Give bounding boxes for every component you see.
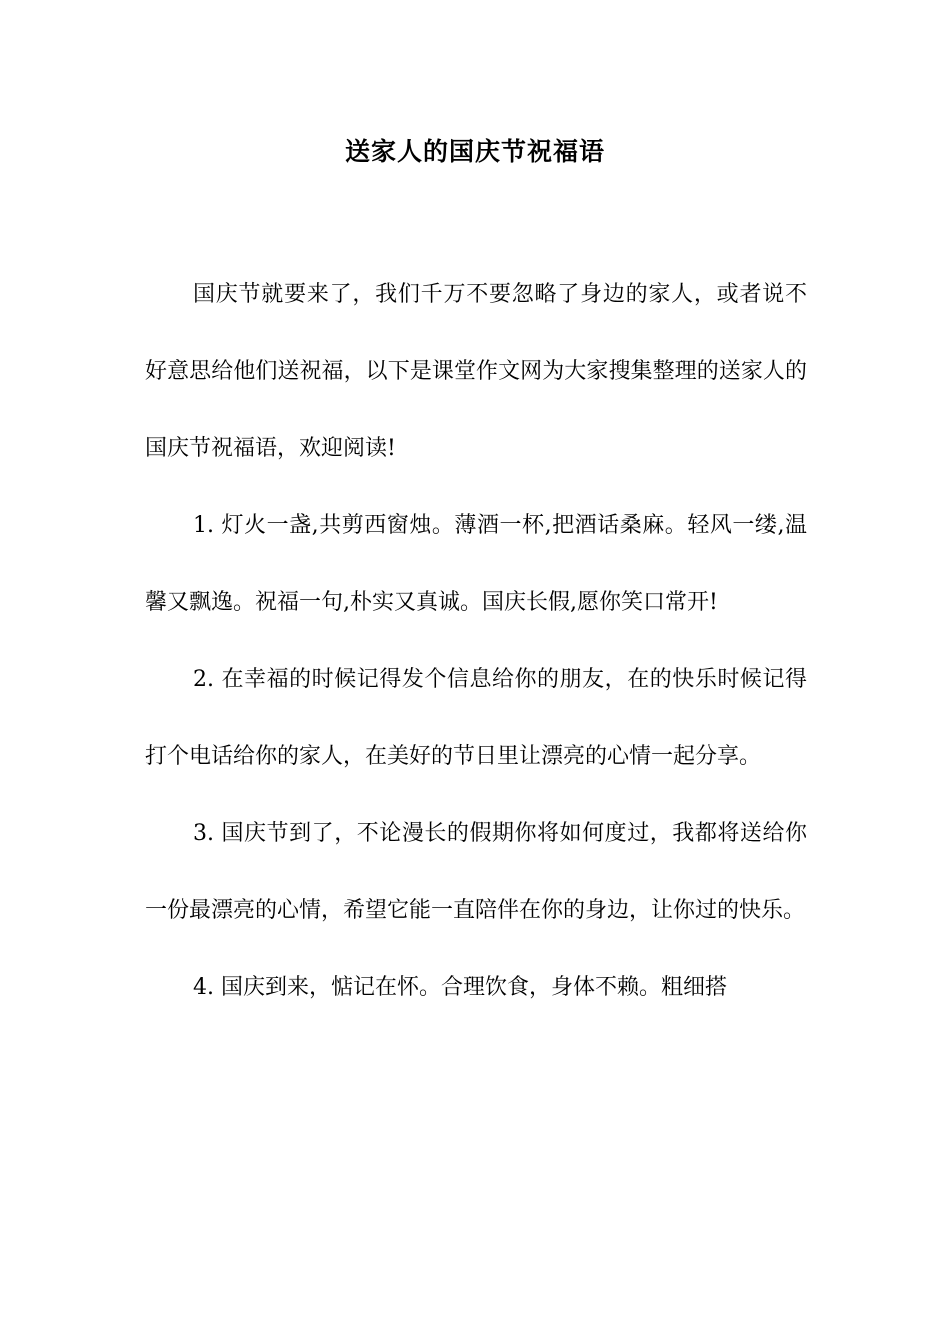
document-body [145,256,807,1026]
list-item-1: 1. 灯火一盏,共剪西窗烛。薄酒一杯,把酒话桑麻。轻风一缕,温馨又飘逸。祝福一句,朴实又真诚。国庆长假,愿你笑口常开! [145,513,807,615]
list-item-2: 2. 在幸福的时候记得发个信息给你的朋友，在的快乐时候记得打个电话给你的家人，在美好的节日里让漂亮的心情一起分享。 [145,667,807,769]
document-title: 送家人的国庆节祝福语 [344,137,605,166]
list-item-3: 3. 国庆节到了，不论漫长的假期你将如何度过，我都将送给你一份最漂亮的心情，希望它能一直陪伴在你的身边，让你过的快乐。 [145,821,807,923]
list-item-4: 4. 国庆到来，惦记在怀。合理饮食，身体不赖。粗细搭 [193,975,727,1000]
intro-paragraph: 国庆节就要来了，我们千万不要忽略了身边的家人，或者说不好意思给他们送祝福，以下是课堂作文网为大家搜集整理的送家人的国庆节祝福语，欢迎阅读! [145,282,807,461]
